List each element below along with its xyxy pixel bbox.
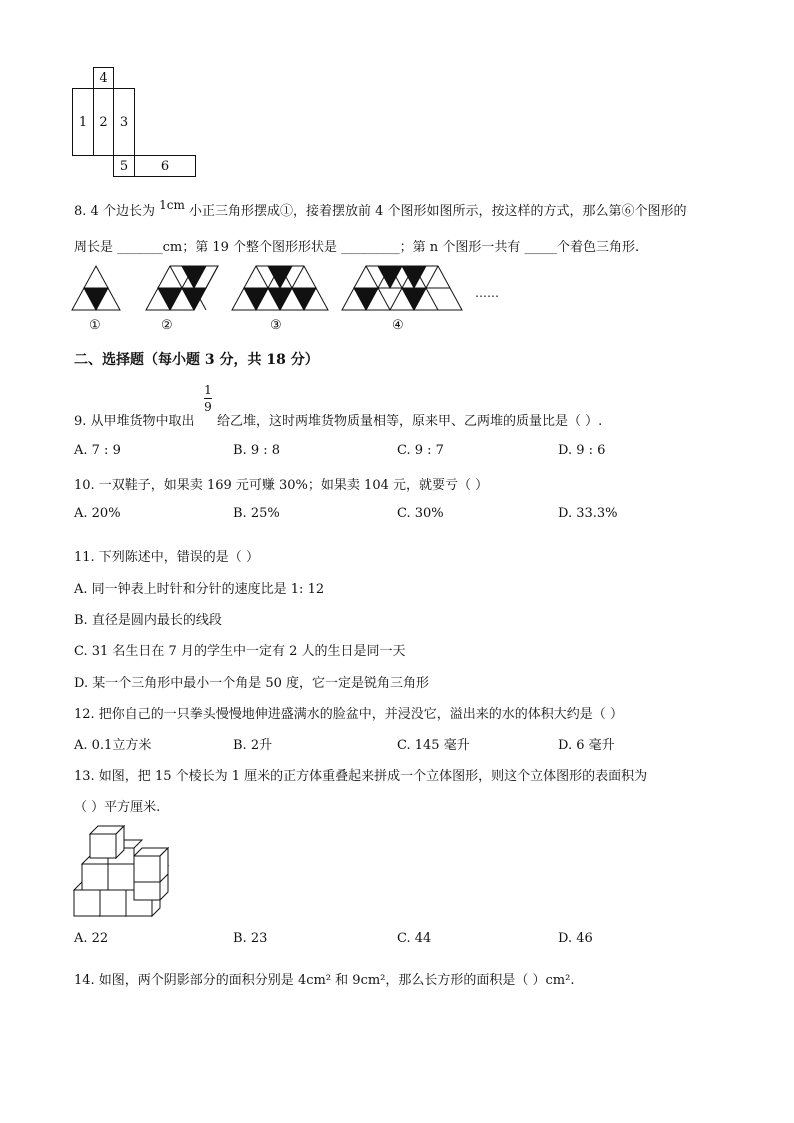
q11-option-a: A. 同一钟表上时针和分针的速度比是 1: 12	[74, 582, 325, 597]
question-14-stem: 14. 如图，两个阴影部分的面积分别是 4cm² 和 9cm²，那么长方形的面积是（ ）cm².	[74, 973, 575, 988]
net-cell-5: 5	[113, 155, 135, 177]
question-9-suffix: 给乙堆，这时两堆货物质量相等，原来甲、乙两堆的质量比是（ ）.	[217, 414, 603, 429]
cube-stack-figure	[72, 822, 182, 922]
q13-option-d: D. 46	[558, 931, 593, 946]
q11-option-c: C. 31 名生日在 7 月的学生中一定有 2 人的生日是同一天	[74, 644, 406, 659]
q9-frac-bar	[204, 398, 212, 399]
question-11-stem: 11. 下列陈述中，错误的是（ ）	[74, 550, 259, 565]
q10-option-d: D. 33.3%	[558, 506, 618, 521]
q8-unit: 1cm	[159, 198, 185, 212]
q9-option-b: B. 9 : 8	[233, 443, 281, 458]
q13-option-a: A. 22	[74, 931, 109, 946]
section-2-title: 二、选择题（每小题 3 分，共 18 分）	[74, 352, 319, 368]
q9-option-a: A. 7 : 9	[74, 443, 121, 458]
q9-option-c: C. 9 : 7	[397, 443, 444, 458]
pattern-figure-3	[232, 266, 328, 310]
net-cell-1: 1	[72, 88, 94, 156]
pattern-label-4: ④	[392, 318, 404, 333]
q10-option-c: C. 30%	[397, 506, 444, 521]
pattern-label-1: ①	[89, 318, 101, 333]
question-9-prefix: 9. 从甲堆货物中取出	[74, 414, 195, 429]
q13-option-b: B. 23	[233, 931, 268, 946]
q12-option-a: A. 0.1立方米	[74, 738, 152, 753]
pattern-ellipsis: ……	[475, 286, 499, 300]
q13-option-c: C. 44	[397, 931, 432, 946]
pattern-figure-1	[72, 266, 120, 310]
q9-frac-den: 9	[204, 400, 212, 414]
q9-frac-num: 1	[204, 383, 212, 397]
q11-option-d: D. 某一个三角形中最小一个角是 50 度，它一定是锐角三角形	[74, 676, 430, 691]
triangle-patterns-figure	[70, 264, 510, 340]
q11-option-b: B. 直径是圆内最长的线段	[74, 613, 222, 628]
q12-option-c: C. 145 毫升	[397, 738, 470, 753]
q9-option-d: D. 9 : 6	[558, 443, 606, 458]
net-cell-2: 2	[93, 88, 114, 156]
q12-option-d: D. 6 毫升	[558, 738, 615, 753]
pattern-label-2: ②	[161, 318, 173, 333]
question-13-line1: 13. 如图，把 15 个棱长为 1 厘米的正方体重叠起来拼成一个立体图形，则这个立体图形的表面积为	[74, 769, 648, 784]
q9-fraction	[202, 383, 214, 414]
question-13-line2: （ ）平方厘米.	[74, 800, 161, 815]
q10-option-a: A. 20%	[74, 506, 121, 521]
q8-part2: 小正三角形摆成①，接着摆放前 4 个图形如图所示，按这样的方式，那么第⑥个图形的	[188, 204, 687, 219]
net-cell-4: 4	[93, 67, 114, 89]
question-12-stem: 12. 把你自己的一只拳头慢慢地伸进盛满水的脸盆中，并浸没它，溢出来的水的体积大约是（ ）	[74, 707, 623, 722]
pattern-figure-4	[342, 266, 462, 310]
q10-option-b: B. 25%	[233, 506, 280, 521]
question-10-stem: 10. 一双鞋子，如果卖 169 元可赚 30%；如果卖 104 元，就要亏（ ）	[74, 478, 489, 493]
question-8-line2: 周长是 _______cm；第 19 个整个图形形状是 _________；第 n 个图形一共有 _____个着色三角形.	[74, 240, 640, 255]
pattern-figure-2	[146, 266, 218, 310]
net-cell-3: 3	[113, 88, 135, 156]
net-cell-6: 6	[134, 155, 196, 177]
pattern-label-3: ③	[270, 318, 282, 333]
q12-option-b: B. 2升	[233, 738, 273, 753]
q8-part1: 8. 4 个边长为	[74, 204, 155, 219]
question-8-line1	[74, 200, 687, 219]
